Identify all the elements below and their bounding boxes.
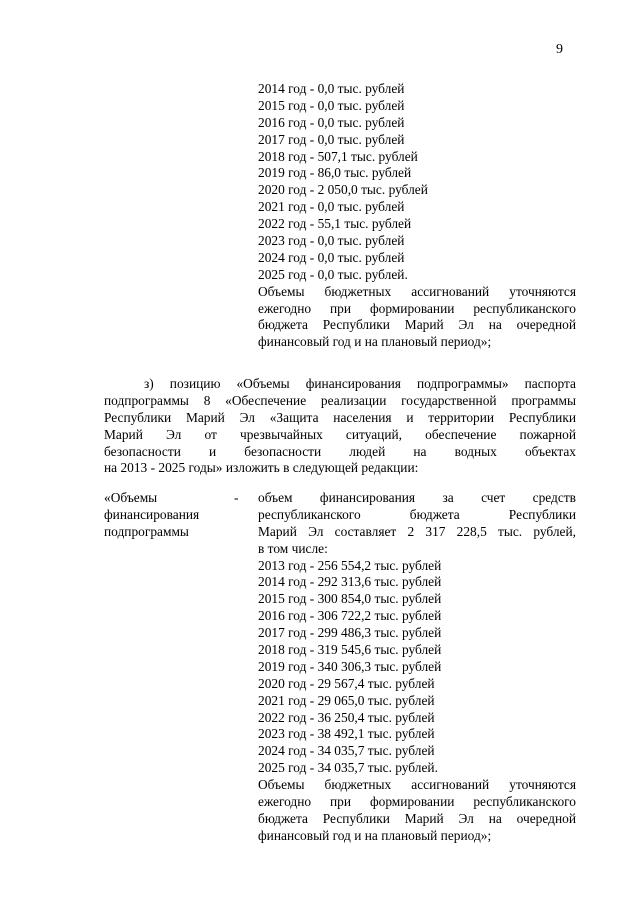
note-line: финансовый год и на плановый период»;	[258, 827, 492, 843]
intro-line: объем финансирования за счет средств	[258, 490, 576, 505]
year-line: 2025 год - 34 035,7 тыс. рублей.	[258, 760, 438, 776]
paragraph-line: подпрограммы 8 «Обеспечение реализации государственной программы	[104, 392, 576, 408]
note-line: ежегодно при формировании республиканского	[258, 300, 576, 316]
label-line: финансирования	[104, 506, 200, 522]
position-label	[104, 490, 254, 541]
year-line: 2024 год - 34 035,7 тыс. рублей	[258, 743, 435, 759]
intro-line: Марий Эл составляет 2 317 228,5 тыс. рублей,	[258, 523, 576, 539]
year-line: 2013 год - 256 554,2 тыс. рублей	[258, 557, 442, 573]
amendment-paragraph	[104, 376, 576, 477]
paragraph-line: з) позицию «Объемы финансирования подпрограммы» паспорта	[144, 376, 576, 391]
financing-block-1	[258, 81, 576, 351]
year-line: 2017 год - 299 486,3 тыс. рублей	[258, 625, 442, 641]
year-line: 2019 год - 340 306,3 тыс. рублей	[258, 658, 442, 674]
year-line: 2022 год - 55,1 тыс. рублей	[258, 216, 412, 232]
financing-block-2	[258, 490, 576, 845]
year-line: 2014 год - 0,0 тыс. рублей	[258, 81, 405, 96]
year-line: 2015 год - 300 854,0 тыс. рублей	[258, 591, 442, 607]
year-line: 2016 год - 306 722,2 тыс. рублей	[258, 608, 442, 624]
year-line: 2022 год - 36 250,4 тыс. рублей	[258, 709, 435, 725]
note-line: бюджета Республики Марий Эл на очередной	[258, 317, 576, 333]
year-line: 2014 год - 292 313,6 тыс. рублей	[258, 574, 442, 590]
paragraph-line: Республики Марий Эл «Защита населения и территории Республики	[104, 409, 576, 425]
note-line: ежегодно при формировании республиканского	[258, 794, 576, 810]
intro-line: в том числе:	[258, 540, 328, 556]
note-line: Объемы бюджетных ассигнований уточняются	[258, 283, 576, 299]
year-line: 2015 год - 0,0 тыс. рублей	[258, 97, 405, 113]
label-dash: -	[234, 490, 239, 505]
paragraph-line: Марий Эл от чрезвычайных ситуаций, обеспечение пожарной	[104, 426, 576, 442]
label-line: «Объемы	[104, 490, 158, 505]
year-line: 2025 год - 0,0 тыс. рублей.	[258, 266, 408, 282]
year-line: 2021 год - 29 065,0 тыс. рублей	[258, 692, 435, 708]
year-line: 2023 год - 38 492,1 тыс. рублей	[258, 726, 435, 742]
year-line: 2016 год - 0,0 тыс. рублей	[258, 114, 405, 130]
paragraph-line: на 2013 - 2025 годы» изложить в следующей редакции:	[104, 460, 419, 476]
year-line: 2020 год - 29 567,4 тыс. рублей	[258, 675, 435, 691]
intro-line: республиканского бюджета Республики	[258, 506, 576, 522]
note-line: Объемы бюджетных ассигнований уточняются	[258, 777, 576, 793]
year-line: 2023 год - 0,0 тыс. рублей	[258, 233, 405, 249]
note-line: бюджета Республики Марий Эл на очередной	[258, 810, 576, 826]
paragraph-line: безопасности и безопасности людей на водных объектах	[104, 443, 576, 459]
year-line: 2018 год - 319 545,6 тыс. рублей	[258, 642, 442, 658]
label-line: подпрограммы	[104, 523, 189, 539]
page-number: 9	[556, 42, 563, 57]
year-line: 2020 год - 2 050,0 тыс. рублей	[258, 182, 428, 198]
note-line: финансовый год и на плановый период»;	[258, 334, 492, 350]
year-line: 2021 год - 0,0 тыс. рублей	[258, 199, 405, 215]
year-line: 2018 год - 507,1 тыс. рублей	[258, 148, 418, 164]
year-line: 2017 год - 0,0 тыс. рублей	[258, 131, 405, 147]
year-line: 2019 год - 86,0 тыс. рублей	[258, 165, 412, 181]
year-line: 2024 год - 0,0 тыс. рублей	[258, 249, 405, 265]
